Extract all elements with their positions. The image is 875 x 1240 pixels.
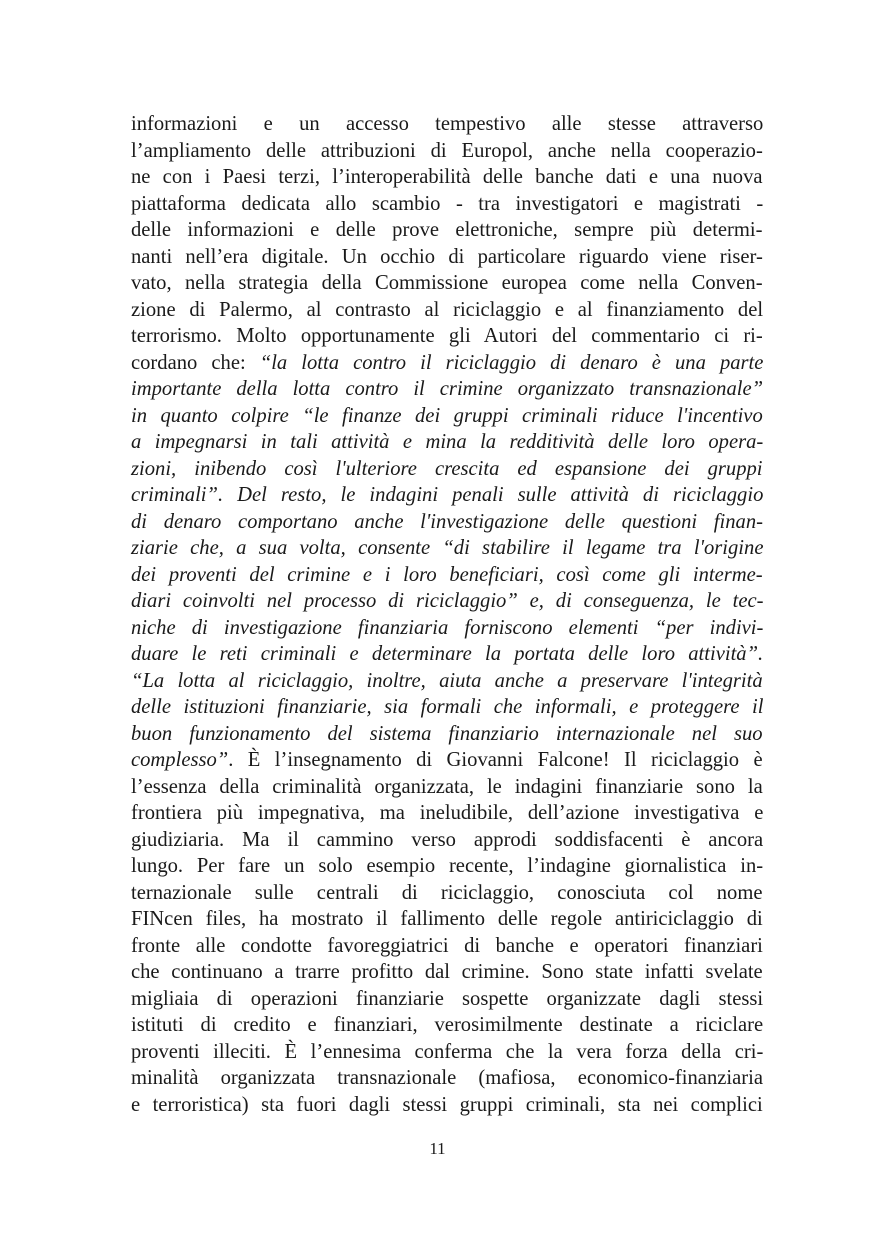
- italic-quote-span: niche di investigazione finanziaria forniscono elementi “per indivi-: [131, 616, 764, 639]
- text-line: [131, 1039, 763, 1066]
- text-line: [131, 641, 763, 668]
- text-line: [131, 721, 763, 748]
- italic-quote-span: in quanto colpire “le finanze dei gruppi criminali riduce l'incentivo: [131, 404, 763, 427]
- text-span: delle informazioni e delle prove elettroniche, sempre più determi-: [131, 219, 763, 241]
- text-line: [131, 853, 763, 880]
- italic-quote-span: diari coinvolti nel processo di riciclaggio” e, di conseguenza, le tec-: [131, 590, 764, 612]
- text-span: zione di Palermo, al contrasto al riciclaggio e al finanziamento del: [131, 298, 764, 321]
- italic-quote-span: criminali”. Del resto, le indagini penali sulle attività di riciclaggio: [131, 484, 764, 506]
- text-line: [131, 217, 763, 244]
- text-span: . È l’insegnamento di Giovanni Falcone! Il riciclaggio è: [228, 749, 763, 771]
- text-span: nanti nell’era digitale. Un occhio di particolare riguardo viene riser-: [131, 245, 763, 268]
- text-span: vato, nella strategia della Commissione europea come nella Conven-: [131, 272, 763, 294]
- italic-quote-span: “la lotta contro il riciclaggio di denaro è una parte: [259, 351, 764, 374]
- text-line: [131, 376, 763, 403]
- italic-quote-span: a impegnarsi in tali attività e mina la redditività delle loro opera-: [131, 431, 764, 453]
- text-span: proventi illeciti. È l’ennesima conferma che la vera forza della cri-: [131, 1040, 764, 1063]
- text-line: [131, 270, 763, 297]
- text-line: [131, 456, 763, 483]
- text-line: [131, 986, 763, 1013]
- text-span: e terroristica) sta fuori dagli stessi gruppi criminali, sta nei complici: [131, 1093, 763, 1116]
- text-span: minalità organizzata transnazionale (mafiosa, economico-finanziaria: [131, 1067, 763, 1089]
- text-span: giudiziaria. Ma il cammino verso approdi soddisfacenti è ancora: [131, 828, 764, 851]
- text-line: [131, 164, 763, 191]
- italic-quote-span: di denaro comportano anche l'investigazione delle questioni finan-: [131, 510, 764, 533]
- text-span: informazioni e un accesso tempestivo alle stesse attraverso: [131, 113, 764, 135]
- italic-quote-span: buon funzionamento del sistema finanziario internazionale nel suo: [131, 722, 763, 745]
- text-line: [131, 535, 763, 562]
- italic-quote-span: complesso”: [131, 749, 229, 771]
- text-line: [131, 906, 763, 933]
- text-line: [131, 1012, 763, 1039]
- text-line: [131, 1065, 763, 1092]
- italic-quote-span: zioni, inibendo così l'ulteriore crescita ed espansione dei gruppi: [131, 457, 763, 480]
- text-line: [131, 959, 763, 986]
- text-line: [131, 562, 763, 589]
- text-line: [131, 668, 763, 695]
- italic-quote-span: “La lotta al riciclaggio, inoltre, aiuta anche a preservare l'integrità: [131, 669, 763, 692]
- text-line: [131, 297, 763, 324]
- text-span: ne con i Paesi terzi, l’interoperabilità delle banche dati e una nuova: [131, 166, 763, 188]
- text-span: l’ampliamento delle attribuzioni di Europol, anche nella cooperazio-: [131, 139, 763, 162]
- text-line: [131, 111, 763, 138]
- text-span: fronte alle condotte favoreggiatrici di banche e operatori finanziari: [131, 934, 763, 957]
- text-line: [131, 1092, 763, 1119]
- text-line: [131, 403, 763, 430]
- text-line: [131, 482, 763, 509]
- text-line: [131, 774, 763, 801]
- italic-quote-span: importante della lotta contro il crimine organizzato transnazionale”: [131, 378, 764, 400]
- text-span: piattaforma dedicata allo scambio - tra investigatori e magistrati -: [131, 192, 764, 215]
- text-line: [131, 694, 763, 721]
- text-span: FINcen files, ha mostrato il fallimento delle regole antiriciclaggio di: [131, 908, 763, 930]
- text-span: terrorismo. Molto opportunamente gli Autori del commentario ci ri-: [131, 325, 763, 347]
- text-span: lungo. Per fare un solo esempio recente, l’indagine giornalistica in-: [131, 855, 764, 877]
- text-line: [131, 138, 763, 165]
- body-paragraph: [131, 111, 763, 1118]
- italic-quote-span: ziarie che, a sua volta, consente “di stabilire il legame tra l'origine: [131, 537, 764, 559]
- text-span: l’essenza della criminalità organizzata, le indagini finanziarie sono la: [131, 775, 763, 798]
- text-line: [131, 615, 763, 642]
- text-line: [131, 350, 763, 377]
- text-span: ternazionale sulle centrali di riciclaggio, conosciuta col nome: [131, 881, 763, 904]
- text-line: [131, 747, 763, 774]
- text-span: frontiera più impegnativa, ma ineludibile, dell’azione investigativa e: [131, 802, 764, 824]
- text-line: [131, 933, 763, 960]
- text-line: [131, 800, 763, 827]
- text-line: [131, 244, 763, 271]
- italic-quote-span: dei proventi del crimine e i loro beneficiari, così come gli interme-: [131, 563, 763, 586]
- page-number: 11: [429, 1139, 446, 1158]
- text-span: che continuano a trarre profitto dal crimine. Sono state infatti svelate: [131, 961, 763, 983]
- text-line: [131, 509, 763, 536]
- text-span: cordano che:: [131, 351, 260, 374]
- text-span: istituti di credito e finanziari, verosimilmente destinate a riciclare: [131, 1014, 764, 1036]
- text-line: [131, 323, 763, 350]
- text-span: migliaia di operazioni finanziarie sospette organizzate dagli stessi: [131, 987, 764, 1010]
- text-line: [131, 880, 763, 907]
- text-line: [131, 827, 763, 854]
- text-line: [131, 429, 763, 456]
- italic-quote-span: duare le reti criminali e determinare la portata delle loro attività”.: [131, 643, 764, 665]
- italic-quote-span: delle istituzioni finanziarie, sia formali che informali, e proteggere il: [131, 696, 764, 718]
- text-line: [131, 588, 763, 615]
- text-line: [131, 191, 763, 218]
